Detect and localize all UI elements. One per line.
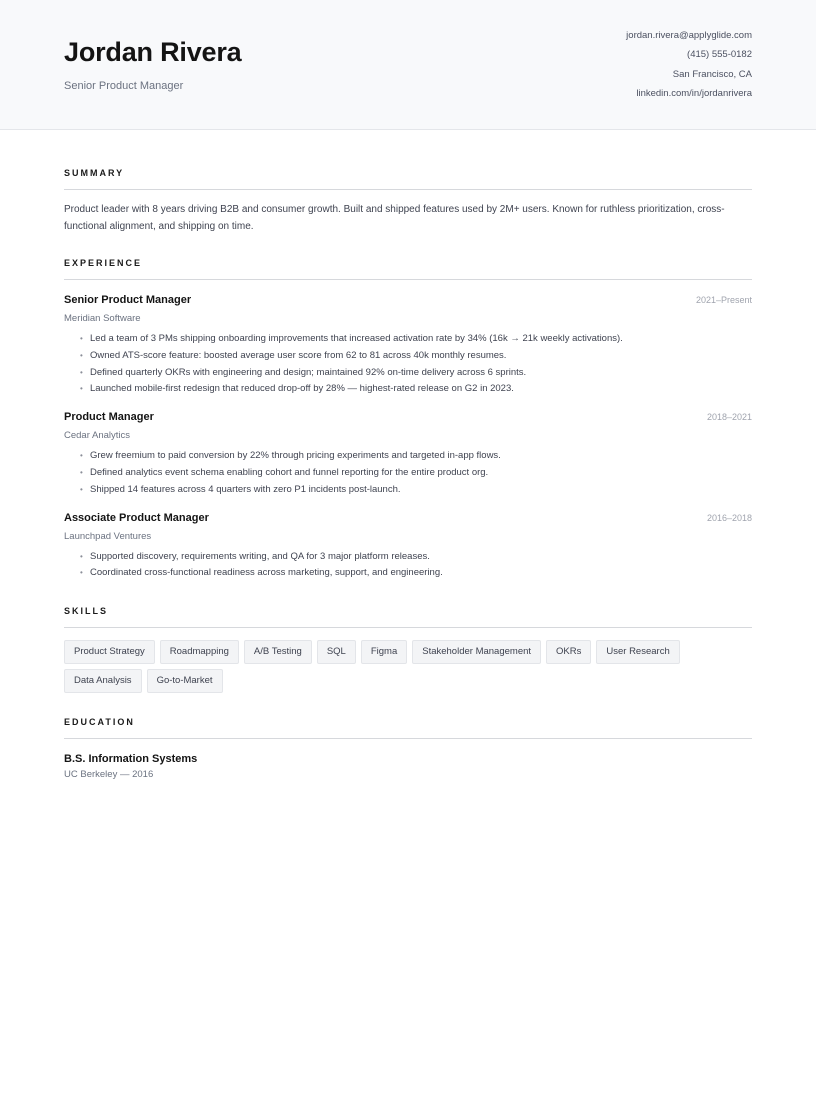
- skill-chip: A/B Testing: [244, 640, 312, 664]
- job-bullets: [64, 549, 752, 583]
- candidate-title: Senior Product Manager: [64, 80, 184, 92]
- job-bullets: [64, 331, 752, 398]
- resume-body: [0, 168, 816, 780]
- section-heading-education: EDUCATION: [64, 717, 752, 739]
- contact-linkedin[interactable]: linkedin.com/in/jordanrivera: [636, 87, 752, 99]
- candidate-name: Jordan Rivera: [64, 37, 242, 67]
- contact-location: San Francisco, CA: [672, 68, 752, 80]
- skills-section: [64, 606, 752, 693]
- contact-email[interactable]: jordan.rivera@applyglide.com: [626, 30, 752, 41]
- job-bullets: [64, 448, 752, 498]
- job-company: Launchpad Ventures: [64, 530, 152, 542]
- job-bullet: • Launched mobile-first redesign that reduced drop-off by 28% — highest-rated release on G2 in 2023.: [80, 381, 752, 398]
- education-school: UC Berkeley — 2016: [64, 769, 154, 781]
- job-bullet: • Led a team of 3 PMs shipping onboarding improvements that increased activation rate by 34% (16k → 21k weekly activations).: [80, 331, 752, 348]
- job-entry: [64, 512, 752, 583]
- job-entry: [64, 294, 752, 398]
- job-bullet: • Grew freemium to paid conversion by 22% through pricing experiments and targeted in-app flows.: [80, 448, 752, 465]
- education-section: [64, 717, 752, 780]
- skill-chip: Go-to-Market: [147, 669, 223, 693]
- job-role: Product Manager: [64, 411, 154, 424]
- skill-chip: Product Strategy: [64, 640, 155, 664]
- skill-chip: OKRs: [546, 640, 591, 664]
- skill-chip: Stakeholder Management: [412, 640, 541, 664]
- contact-info: [626, 29, 752, 106]
- job-bullet: • Owned ATS-score feature: boosted average user score from 62 to 81 across 40k monthly resumes.: [80, 348, 752, 365]
- education-degree: B.S. Information Systems: [64, 753, 198, 766]
- job-entry: [64, 411, 752, 498]
- contact-phone: (415) 555-0182: [687, 49, 752, 61]
- skill-chip: SQL: [317, 640, 356, 664]
- section-heading-experience: EXPERIENCE: [64, 258, 752, 280]
- job-bullet: • Supported discovery, requirements writing, and QA for 3 major platform releases.: [80, 549, 752, 566]
- section-heading-skills: SKILLS: [64, 606, 752, 628]
- job-role: Associate Product Manager: [64, 511, 209, 524]
- summary-section: [64, 168, 752, 235]
- job-bullet: • Defined quarterly OKRs with engineering and design; maintained 92% on-time delivery across 6 sprints.: [80, 365, 752, 382]
- skills-list: [64, 640, 704, 693]
- skill-chip: Roadmapping: [160, 640, 239, 664]
- job-role: Senior Product Manager: [64, 294, 192, 306]
- job-dates: 2016–2018: [706, 512, 752, 523]
- job-bullet: • Coordinated cross-functional readiness across marketing, support, and engineering.: [80, 565, 752, 582]
- resume-header: [0, 0, 816, 130]
- section-heading-summary: SUMMARY: [64, 168, 752, 190]
- skill-chip: Figma: [361, 640, 407, 664]
- skill-chip: Data Analysis: [64, 669, 142, 693]
- summary-text: Product leader with 8 years driving B2B and consumer growth. Built and shipped features used by 2M+ users. Known for ruthless prioritization, cross-functional alignment, and shipping on time.: [64, 204, 725, 232]
- skill-chip: User Research: [596, 640, 679, 664]
- experience-section: [64, 258, 752, 582]
- job-company: Cedar Analytics: [64, 430, 131, 442]
- job-dates: 2018–2021: [706, 412, 752, 423]
- job-bullet: • Shipped 14 features across 4 quarters with zero P1 incidents post-launch.: [80, 482, 752, 499]
- job-company: Meridian Software: [64, 313, 141, 324]
- job-dates: 2021–Present: [695, 295, 752, 305]
- job-bullet: • Defined analytics event schema enabling cohort and funnel reporting for the entire product org.: [80, 465, 752, 482]
